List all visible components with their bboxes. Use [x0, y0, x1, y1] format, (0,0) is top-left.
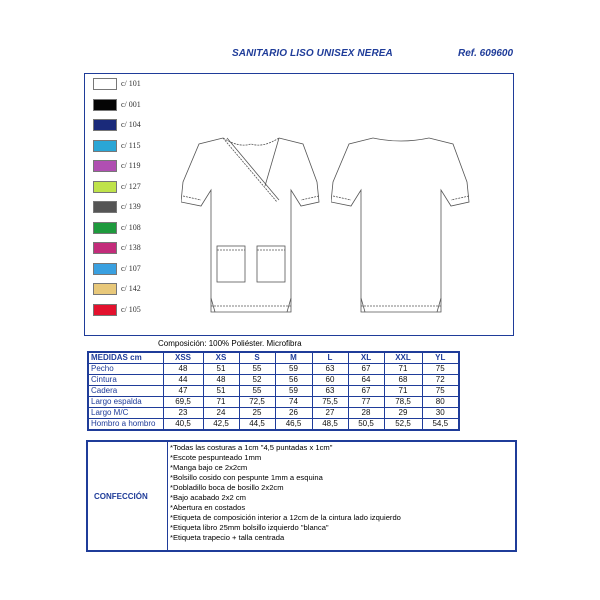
measure-value: 44,5: [239, 419, 275, 431]
measure-value: 67: [348, 364, 384, 375]
color-swatch: [93, 78, 117, 90]
confeccion-panel: [86, 440, 517, 552]
confeccion-item: *Bolsillo cosido con pespunte 1mm a esquina: [170, 473, 323, 482]
size-chart-row: [88, 386, 459, 397]
measure-value: 52: [239, 375, 275, 386]
measure-value: 75: [422, 364, 459, 375]
measure-value: 55: [239, 386, 275, 397]
size-header: XS: [203, 352, 239, 364]
color-swatch-item: [93, 99, 163, 112]
size-chart-body: [88, 364, 459, 431]
measure-value: 50,5: [348, 419, 384, 431]
confeccion-item: *Bajo acabado 2x2 cm: [170, 493, 246, 502]
color-code: c/ 107: [121, 263, 141, 273]
size-chart-header-row: [88, 352, 459, 364]
measure-value: 44: [163, 375, 203, 386]
measure-value: 40,5: [163, 419, 203, 431]
document-header: [0, 48, 600, 64]
measure-value: 71: [203, 397, 239, 408]
back-garment-sketch: [331, 130, 471, 320]
size-chart-header-label: MEDIDAS cm: [88, 352, 163, 364]
color-swatch: [93, 181, 117, 193]
measure-value: 63: [312, 386, 348, 397]
measure-value: 75,5: [312, 397, 348, 408]
color-swatch: [93, 140, 117, 152]
measure-value: 56: [275, 375, 312, 386]
confeccion-item: *Etiqueta trapecio + talla centrada: [170, 533, 285, 542]
confeccion-label: CONFECCIÓN: [94, 492, 148, 501]
color-swatch-item: [93, 119, 163, 132]
color-code: c/ 104: [121, 120, 141, 129]
measure-value: 30: [422, 408, 459, 419]
color-code: c/ 001: [121, 99, 141, 109]
size-chart: [87, 351, 460, 431]
measure-value: 60: [312, 375, 348, 386]
measure-value: 23: [163, 408, 203, 419]
color-swatch: [93, 304, 117, 316]
confeccion-item: *Etiqueta libro 25mm bolsillo izquierdo "blanca": [170, 523, 329, 532]
color-code: c/ 105: [121, 304, 141, 314]
color-swatch: [93, 263, 117, 275]
measure-label: Cintura: [88, 375, 163, 386]
confeccion-list: [170, 443, 401, 543]
measure-value: 74: [275, 397, 312, 408]
color-swatch: [93, 242, 117, 254]
measure-value: 68: [384, 375, 422, 386]
color-swatch: [93, 160, 117, 172]
color-code: c/ 127: [121, 181, 141, 191]
size-chart-row: [88, 408, 459, 419]
size-header: XXL: [384, 352, 422, 364]
measure-value: 52,5: [384, 419, 422, 431]
color-swatch-item: [93, 242, 163, 255]
color-code: c/ 101: [121, 79, 141, 88]
size-header: S: [239, 352, 275, 364]
measure-value: 47: [163, 386, 203, 397]
measure-value: 55: [239, 364, 275, 375]
color-code: c/ 139: [121, 202, 141, 211]
color-swatch: [93, 222, 117, 234]
product-reference: Ref. 609600: [458, 48, 514, 59]
confeccion-item: *Todas las costuras a 1cm "4,5 puntadas x 1cm": [170, 443, 333, 452]
color-code: c/ 142: [121, 284, 141, 293]
measure-value: 72: [422, 375, 459, 386]
measure-value: 42,5: [203, 419, 239, 431]
confeccion-item: *Dobladillo boca de bosillo 2x2cm: [170, 483, 284, 492]
composition-note: Composición: 100% Poliéster. Microfibra: [158, 339, 302, 348]
color-code: c/ 115: [121, 140, 141, 150]
color-code: c/ 119: [121, 161, 141, 170]
measure-label: Largo espalda: [88, 397, 163, 408]
measure-value: 46,5: [275, 419, 312, 431]
measure-value: 48: [163, 364, 203, 375]
measure-value: 27: [312, 408, 348, 419]
measure-value: 67: [348, 386, 384, 397]
size-chart-row: [88, 375, 459, 386]
measure-value: 80: [422, 397, 459, 408]
color-swatch-item: [93, 160, 163, 173]
confeccion-item: *Abertura en costados: [170, 503, 246, 512]
confeccion-item: *Manga bajo ce 2x2cm: [170, 463, 248, 472]
measure-label: Hombro a hombro: [88, 419, 163, 431]
confeccion-item: *Escote pespunteado 1mm: [170, 453, 262, 462]
measure-value: 54,5: [422, 419, 459, 431]
measure-value: 78,5: [384, 397, 422, 408]
color-swatch-item: [93, 222, 163, 235]
measure-value: 26: [275, 408, 312, 419]
color-swatch: [93, 201, 117, 213]
measure-value: 59: [275, 364, 312, 375]
product-title: SANITARIO LISO UNISEX NEREA: [232, 48, 393, 59]
color-swatch-item: [93, 263, 163, 276]
measure-label: Largo M/C: [88, 408, 163, 419]
measure-value: 25: [239, 408, 275, 419]
size-header: XSS: [163, 352, 203, 364]
measure-value: 69,5: [163, 397, 203, 408]
size-chart-row: [88, 397, 459, 408]
measure-value: 48,5: [312, 419, 348, 431]
measure-value: 59: [275, 386, 312, 397]
color-code: c/ 108: [121, 222, 141, 232]
measure-value: 75: [422, 386, 459, 397]
color-swatch: [93, 283, 117, 295]
measure-value: 72,5: [239, 397, 275, 408]
confeccion-item: *Etiqueta de composición interior a 12cm de la cintura lado izquierdo: [170, 513, 401, 522]
measure-value: 63: [312, 364, 348, 375]
color-swatch-item: [93, 181, 163, 194]
measure-value: 29: [384, 408, 422, 419]
measure-value: 64: [348, 375, 384, 386]
color-code: c/ 138: [121, 243, 141, 252]
measure-value: 77: [348, 397, 384, 408]
color-swatch-item: [93, 304, 163, 317]
front-garment-sketch: [181, 130, 321, 320]
color-swatch: [93, 99, 117, 111]
color-swatch-item: [93, 283, 163, 296]
size-header: XL: [348, 352, 384, 364]
measure-value: 71: [384, 386, 422, 397]
size-chart-row: [88, 364, 459, 375]
color-swatch-item: [93, 78, 163, 91]
color-swatch-item: [93, 201, 163, 214]
confeccion-label-cell: [88, 442, 168, 550]
size-header: M: [275, 352, 312, 364]
size-header: L: [312, 352, 348, 364]
measure-label: Pecho: [88, 364, 163, 375]
size-header: YL: [422, 352, 459, 364]
color-swatch: [93, 119, 117, 131]
measure-label: Cadera: [88, 386, 163, 397]
color-swatch-item: [93, 140, 163, 153]
measure-value: 48: [203, 375, 239, 386]
measure-value: 28: [348, 408, 384, 419]
design-panel: [84, 73, 514, 336]
size-chart-row: [88, 419, 459, 431]
measure-value: 71: [384, 364, 422, 375]
measure-value: 51: [203, 364, 239, 375]
measure-value: 24: [203, 408, 239, 419]
measure-value: 51: [203, 386, 239, 397]
